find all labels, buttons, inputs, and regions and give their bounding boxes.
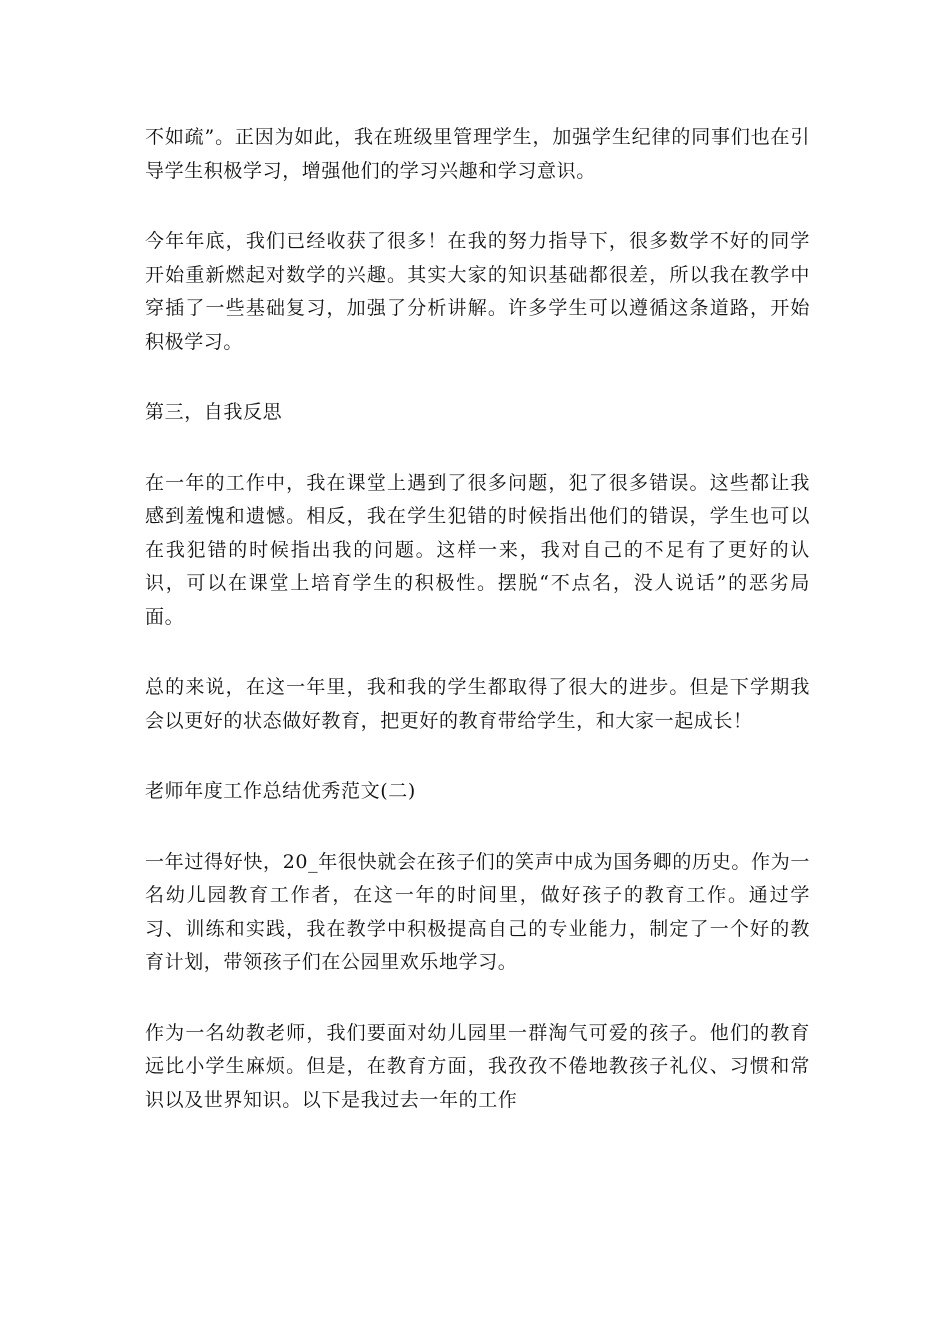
document-body xyxy=(145,121,810,1154)
section-heading-self-reflection: 第三，自我反思 xyxy=(145,401,283,423)
paragraph-reflection: 在一年的工作中，我在课堂上遇到了很多问题，犯了很多错误。这些都让我感到羞愧和遗憾。相反，我在学生犯错的时候指出他们的错误，学生也可以在我犯错的时候指出我的问题。这样一来，我对自己的不足有了更好的认识，可以在课堂上培育学生的积极性。摆脱“不点名，没人说话”的恶劣局面。 xyxy=(145,471,810,628)
paragraph-summary: 总的来说，在这一年里，我和我的学生都取得了很大的进步。但是下学期我会以更好的状态做好教育，把更好的教育带给学生，和大家一起成长！ xyxy=(145,676,810,732)
paragraph-year-end-results: 今年年底，我们已经收获了很多！在我的努力指导下，很多数学不好的同学开始重新燃起对数学的兴趣。其实大家的知识基础都很差，所以我在教学中穿插了一些基础复习，加强了分析讲解。许多学生可以遵循这条道路，开始积极学习。 xyxy=(145,230,810,353)
paragraph-kindergarten-intro: 一年过得好快，20_年很快就会在孩子们的笑声中成为国务卿的历史。作为一名幼儿园教育工作者，在这一年的时间里，做好孩子的教育工作。通过学习、训练和实践，我在教学中积极提高自己的专业能力，制定了一个好的教育计划，带领孩子们在公园里欢乐地学习。 xyxy=(145,850,810,973)
paragraph-discipline: 不如疏”。正因为如此，我在班级里管理学生，加强学生纪律的同事们也在引导学生积极学习，增强他们的学习兴趣和学习意识。 xyxy=(145,126,810,182)
article-title-two: 老师年度工作总结优秀范文(二) xyxy=(145,780,416,802)
paragraph-kindergarten-teacher: 作为一名幼教老师，我们要面对幼儿园里一群淘气可爱的孩子。他们的教育远比小学生麻烦。但是，在教育方面，我孜孜不倦地教孩子礼仪、习惯和常识以及世界知识。以下是我过去一年的工作 xyxy=(145,1021,810,1111)
